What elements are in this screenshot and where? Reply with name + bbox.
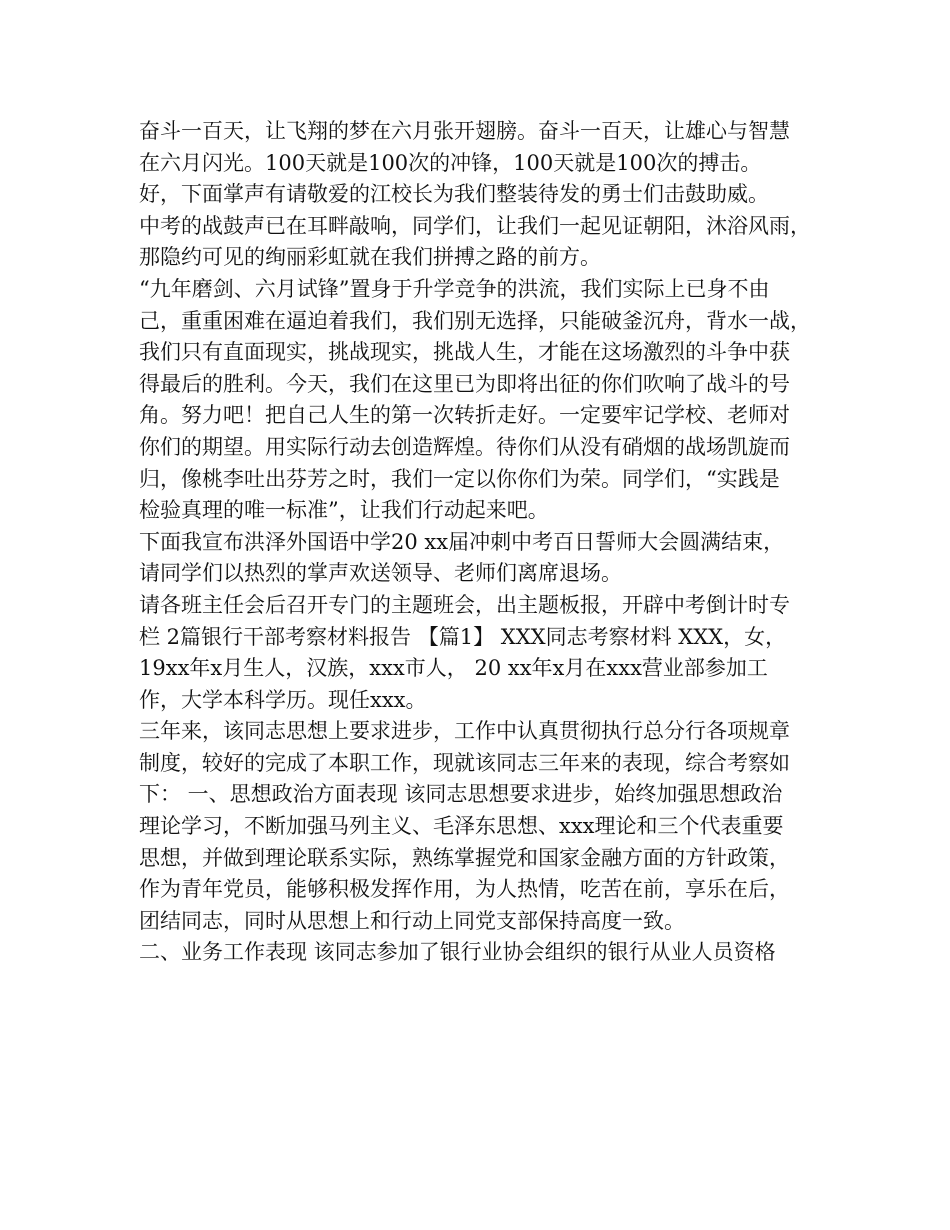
text-line: 在六月闪光。100天就是100次的冲锋，100天就是100次的搏击。: [139, 150, 762, 175]
text-line: 团结同志，同时从思想上和行动上同党支部保持高度一致。: [139, 908, 685, 933]
text-line: 己，重重困难在逼迫着我们，我们别无选择，只能破釜沉舟，背水一战，: [139, 308, 811, 333]
text-line: 中考的战鼓声已在耳畔敲响，同学们，让我们一起见证朝阳，沐浴风雨，: [139, 213, 811, 238]
text-line: 请同学们以热烈的掌声欢送领导、老师们离席退场。: [139, 561, 622, 586]
text-line: 那隐约可见的绚丽彩虹就在我们拼搏之路的前方。: [139, 245, 601, 270]
text-line: 好，下面掌声有请敬爱的江校长为我们整装待发的勇士们击鼓助威。: [139, 182, 769, 207]
text-line: 你们的期望。用实际行动去创造辉煌。待你们从没有硝烟的战场凯旋而: [139, 434, 790, 459]
text-line: 制度，较好的完成了本职工作，现就该同志三年来的表现，综合考察如: [139, 750, 790, 775]
text-line: 思想，并做到理论联系实际，熟练掌握党和国家金融方面的方针政策，: [139, 845, 790, 870]
text-line: 二、业务工作表现 该同志参加了银行业协会组织的银行从业人员资格: [139, 940, 776, 965]
text-line: 作为青年党员，能够积极发挥作用，为人热情，吃苦在前，享乐在后，: [139, 877, 790, 902]
text-line: 理论学习，不断加强马列主义、毛泽东思想、xxx理论和三个代表重要: [139, 814, 784, 839]
text-line: 检验真理的唯一标准”，让我们行动起来吧。: [139, 498, 549, 523]
text-line: 下： 一、思想政治方面表现 该同志思想要求进步，始终加强思想政治: [139, 782, 783, 807]
text-line: 角。努力吧！把自己人生的第一次转折走好。一定要牢记学校、老师对: [139, 403, 790, 428]
text-line: 请各班主任会后召开专门的主题班会，出主题板报，开辟中考倒计时专: [139, 592, 790, 617]
text-line: 我们只有直面现实，挑战现实，挑战人生，才能在这场激烈的斗争中获: [139, 340, 790, 365]
text-line: 栏 2篇银行干部考察材料报告 【篇1】 XXX同志考察材料 XXX，女，: [139, 624, 787, 649]
text-line: 奋斗一百天，让飞翔的梦在六月张开翅膀。奋斗一百天，让雄心与智慧: [139, 119, 790, 143]
text-line: 19xx年x月生人，汉族，xxx市人， 20 xx年x月在xxx营业部参加工: [139, 656, 768, 681]
text-line: 作，大学本科学历。现任xxx。: [139, 687, 427, 712]
body-text: [139, 116, 819, 969]
text-line: “九年磨剑、六月试锋”置身于升学竞争的洪流，我们实际上已身不由: [139, 276, 770, 301]
text-line: 得最后的胜利。今天，我们在这里已为即将出征的你们吹响了战斗的号: [139, 371, 790, 396]
text-line: 下面我宣布洪泽外国语中学20 xx届冲刺中考百日誓师大会圆满结束，: [139, 529, 785, 554]
text-line: 三年来，该同志思想上要求进步，工作中认真贯彻执行总分行各项规章: [139, 719, 790, 744]
text-line: 归，像桃李吐出芬芳之时，我们一定以你你们为荣。同学们，“实践是: [139, 466, 780, 491]
